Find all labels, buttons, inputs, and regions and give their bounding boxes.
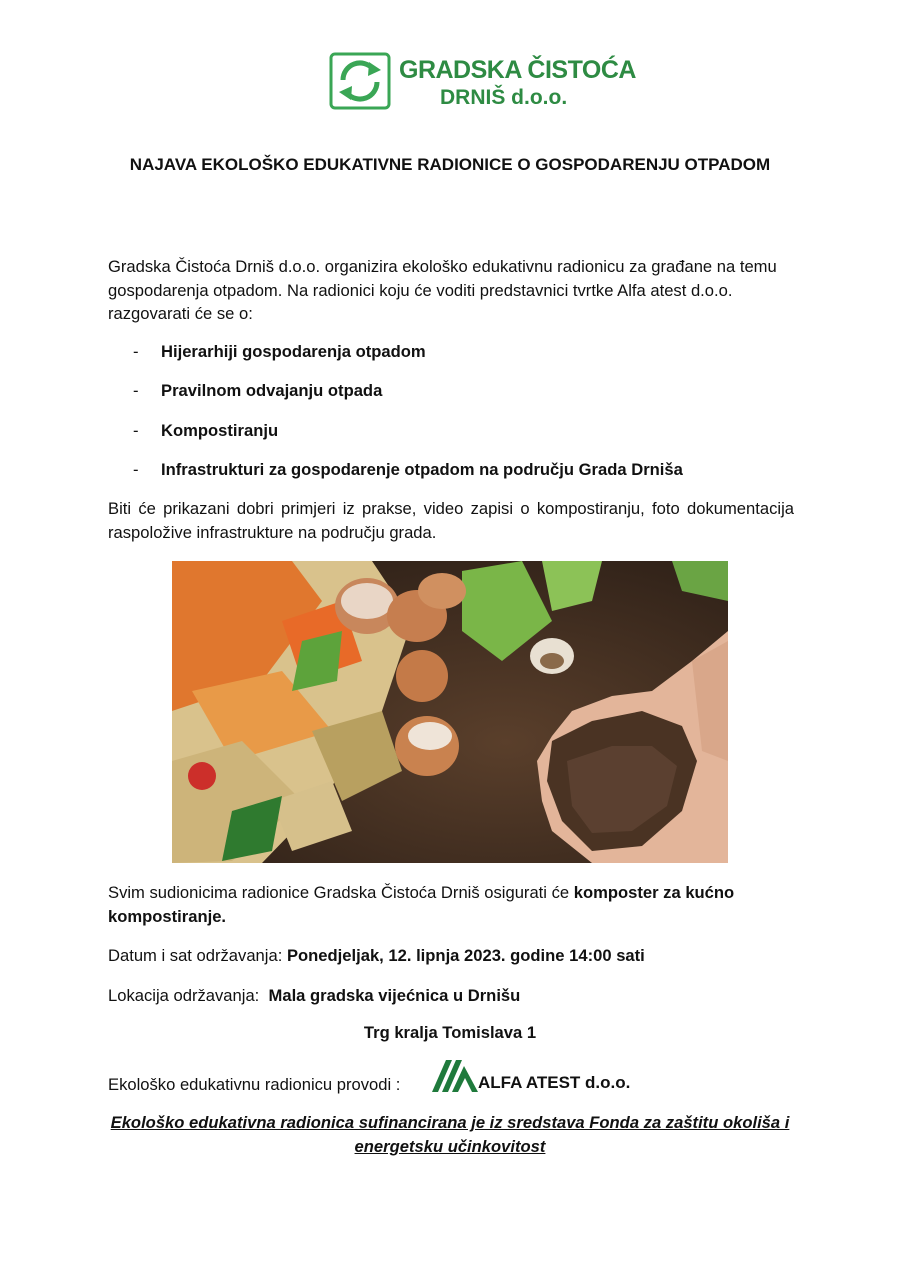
address-line: Trg kralja Tomislava 1	[363, 1023, 537, 1042]
page-title: NAJAVA EKOLOŠKO EDUKATIVNE RADIONICE O GOSPODARENJU OTPADOM	[129, 155, 771, 174]
list-item-text: Kompostiranju	[161, 421, 279, 440]
logo-company-city: DRNIŠ d.o.o.	[440, 86, 568, 109]
logo-company-name: GRADSKA ČISTOĆA	[399, 56, 636, 84]
composter-paragraph	[108, 881, 798, 928]
date-line	[108, 944, 645, 968]
location-line	[108, 984, 520, 1008]
date-value: Ponedjeljak, 12. lipnja 2023. godine 14:00 sati	[286, 946, 645, 965]
list-dash: -	[133, 421, 139, 440]
list-item-text: Infrastrukturi za gospodarenje otpadom na području Grada Drniša	[161, 460, 683, 479]
compost-photo	[172, 561, 728, 863]
composter-text: Svim sudionicima radionice Gradska Čistoća Drniš osigurati će	[108, 883, 574, 902]
list-dash: -	[133, 381, 139, 400]
examples-paragraph: Biti će prikazani dobri primjeri iz prakse, video zapisi o kompostiranju, foto dokumentacija raspoložive infrastrukture na području grada.	[108, 499, 794, 542]
location-value: Mala gradska vijećnica u Drnišu	[268, 986, 521, 1005]
alfa-atest-logo	[432, 1060, 478, 1092]
gradska-cistoca-logo	[329, 52, 636, 112]
provider-name: ALFA ATEST d.o.o.	[478, 1073, 631, 1092]
recycle-arrows-icon	[329, 52, 391, 110]
provider-label: Ekološko edukativnu radionicu provodi :	[108, 1075, 401, 1094]
list-item-text: Hijerarhiji gospodarenja otpadom	[161, 342, 426, 361]
list-dash: -	[133, 460, 139, 479]
list-item-text: Pravilnom odvajanju otpada	[161, 381, 383, 400]
date-label: Datum i sat održavanja:	[108, 946, 283, 965]
intro-paragraph: Gradska Čistoća Drniš d.o.o. organizira ekološko edukativnu radionicu za građane na temu gospodarenja otpadom. Na radionici koju će voditi predstavnici tvrtke Alfa atest d.o.o. razgovarati će se o:	[108, 257, 777, 323]
location-label: Lokacija održavanja:	[108, 986, 260, 1005]
list-dash: -	[133, 342, 139, 361]
funding-note: Ekološko edukativna radionica sufinancirana je iz sredstava Fonda za zaštitu okoliša i energetsku učinkovitost	[110, 1113, 790, 1156]
composter-highlight: komposter za kućno kompostiranje.	[108, 883, 735, 926]
